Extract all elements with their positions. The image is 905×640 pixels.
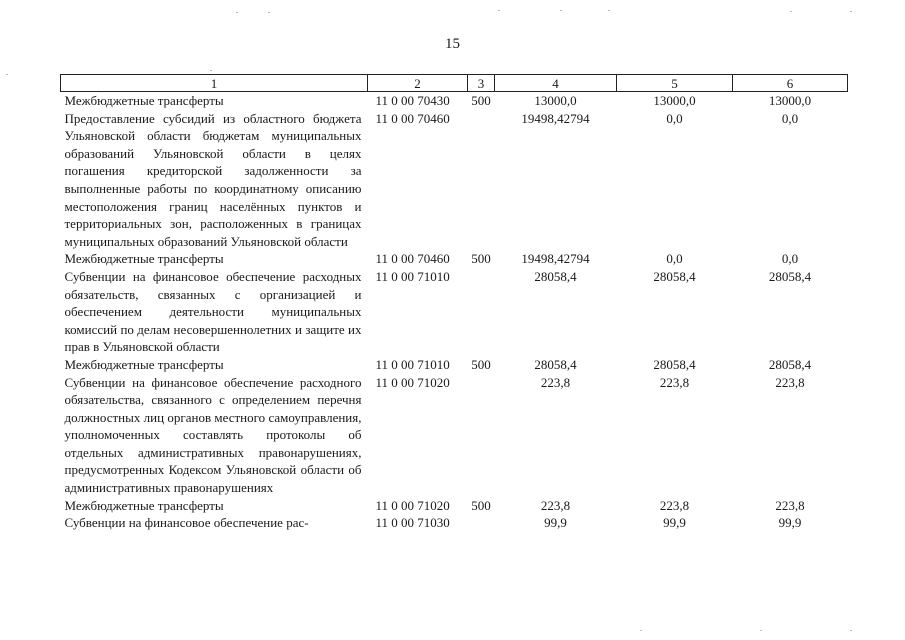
column-header: 1	[61, 75, 368, 92]
row-description: Межбюджетные трансферты	[64, 251, 224, 267]
table-row	[61, 356, 848, 374]
page-number: 15	[445, 36, 460, 52]
row-target-code: 11 0 00 71020	[375, 374, 450, 390]
budget-table	[60, 74, 848, 532]
row-expense-type: 500	[471, 356, 491, 372]
row-expense-type	[468, 374, 495, 497]
scan-speck	[850, 630, 852, 631]
scan-speck	[6, 74, 8, 75]
scan-speck	[790, 11, 792, 12]
row-value-col6: 223,8	[775, 497, 805, 513]
row-description: Межбюджетные трансферты	[64, 356, 224, 372]
row-value-col6: 223,8	[775, 374, 805, 390]
table-row	[61, 268, 848, 356]
row-description: Предоставление субсидий из областного бюджета Ульяновской области бюджетам муниципальных образований Ульяновской области в целях погашения кредиторской задолженности за выполненные работы по координатному описанию местоположения границ населённых пунктов и территориальных зон, расположенных в границах муниципальных образований Ульяновской области	[64, 110, 362, 249]
table-row	[61, 514, 848, 532]
row-value-col4: 99,9	[544, 515, 567, 531]
column-header: 2	[368, 75, 468, 92]
table-row	[61, 374, 848, 497]
scan-speck	[498, 10, 500, 11]
row-value-col5: 223,8	[659, 374, 690, 390]
table-row	[61, 92, 848, 110]
row-expense-type	[468, 268, 495, 356]
row-value-col4: 28058,4	[534, 356, 577, 372]
row-description: Субвенции на финансовое обеспечение рас-	[64, 515, 309, 531]
row-value-col4: 19498,42794	[521, 251, 590, 267]
row-target-code: 11 0 00 71010	[375, 356, 450, 372]
table-row	[61, 497, 848, 515]
scan-speck	[640, 630, 642, 631]
row-description: Субвенции на финансовое обеспечение расходного обязательства, связанного с определением перечня должностных лиц органов местного самоуправления, уполномоченных составлять протоколы об отдельных административных правонарушениях, предусмотренных Кодексом Ульяновской области об административных правонарушениях	[64, 374, 362, 496]
row-target-code: 11 0 00 71020	[375, 497, 450, 513]
row-value-col6: 28058,4	[768, 268, 812, 284]
scan-speck	[850, 11, 852, 12]
row-value-col4: 19498,42794	[521, 110, 590, 126]
scan-speck	[560, 10, 562, 11]
row-value-col5: 28058,4	[653, 356, 696, 372]
scan-speck	[268, 12, 270, 13]
row-description: Межбюджетные трансферты	[64, 497, 224, 513]
row-target-code: 11 0 00 70460	[375, 110, 450, 126]
row-value-col6: 0,0	[781, 110, 799, 126]
column-header: 3	[468, 75, 495, 92]
scan-speck	[760, 630, 762, 631]
row-value-col6: 28058,4	[768, 356, 812, 372]
table-row	[61, 110, 848, 251]
row-value-col4: 13000,0	[534, 93, 577, 108]
row-value-col5: 0,0	[666, 110, 683, 126]
scan-speck	[236, 12, 238, 13]
table-row	[61, 250, 848, 268]
row-value-col5: 0,0	[666, 251, 683, 267]
row-value-col5: 28058,4	[653, 268, 696, 284]
column-header: 5	[617, 75, 733, 92]
row-value-col5: 223,8	[659, 497, 690, 513]
scan-speck	[608, 10, 610, 11]
row-expense-type: 500	[471, 93, 491, 108]
column-header: 4	[495, 75, 617, 92]
row-value-col4: 223,8	[540, 374, 571, 390]
row-target-code: 11 0 00 71010	[375, 268, 450, 284]
row-value-col6: 13000,0	[768, 93, 812, 108]
scan-speck	[210, 70, 212, 71]
table-header-row	[61, 75, 848, 92]
row-target-code: 11 0 00 70460	[375, 251, 450, 267]
row-target-code: 11 0 00 70430	[375, 93, 450, 108]
row-value-col6: 99,9	[778, 515, 802, 531]
row-expense-type: 500	[471, 251, 491, 267]
column-header: 6	[733, 75, 848, 92]
row-value-col5: 99,9	[663, 515, 686, 531]
row-value-col6: 0,0	[781, 251, 799, 267]
row-expense-type	[468, 110, 495, 251]
row-value-col5: 13000,0	[653, 93, 696, 108]
row-description: Субвенции на финансовое обеспечение расходных обязательств, связанных с организацией и обеспечением деятельности муниципальных комиссий по делам несовершеннолетних и защите их прав в Ульяновской области	[64, 268, 362, 355]
row-expense-type	[468, 514, 495, 532]
row-target-code: 11 0 00 71030	[375, 515, 450, 531]
row-description: Межбюджетные трансферты	[64, 93, 224, 108]
row-expense-type: 500	[471, 497, 491, 513]
row-value-col4: 223,8	[540, 497, 571, 513]
row-value-col4: 28058,4	[534, 268, 577, 284]
